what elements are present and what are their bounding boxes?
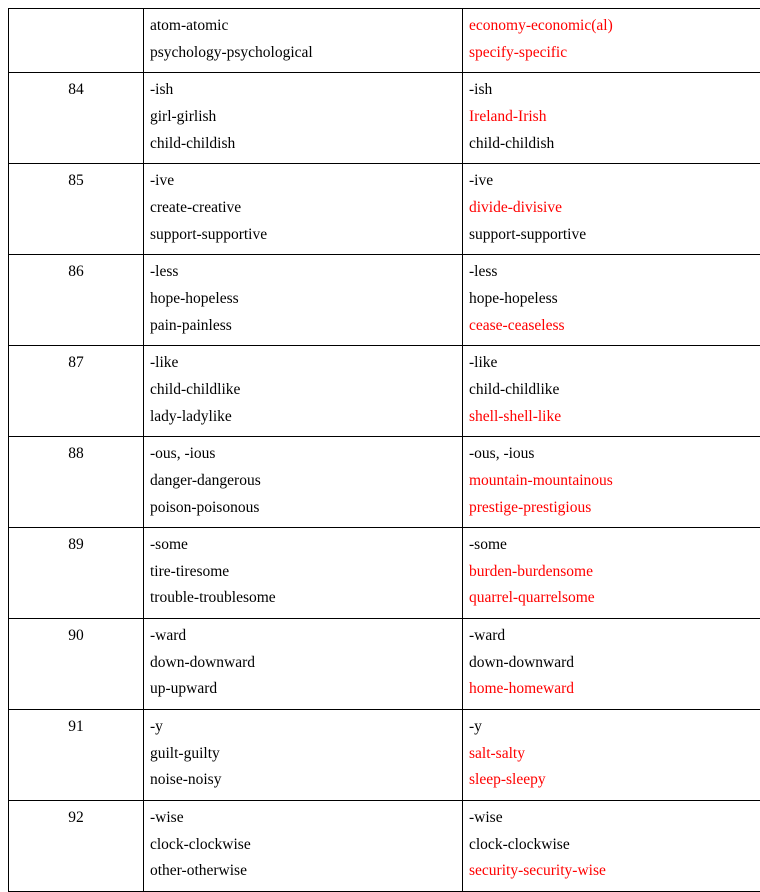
row-number-cell (9, 164, 144, 255)
examples-cell-red (463, 437, 760, 528)
example-line: -ish (150, 77, 456, 104)
example-line: up-upward (150, 676, 456, 703)
example-line: burden-burdensome (469, 559, 760, 586)
example-line: prestige-prestigious (469, 495, 760, 522)
row-number-cell (9, 255, 144, 346)
table-row (9, 255, 760, 346)
examples-cell-black (144, 619, 463, 710)
example-line: -ive (469, 168, 760, 195)
examples-cell-black (144, 255, 463, 346)
row-number-cell (9, 710, 144, 801)
example-line: -wise (469, 805, 760, 832)
examples-cell-red (463, 528, 760, 619)
example-line: salt-salty (469, 741, 760, 768)
example-line: -ward (469, 623, 760, 650)
table-row (9, 619, 760, 710)
examples-cell-red (463, 73, 760, 164)
example-line: -less (469, 259, 760, 286)
row-number-cell (9, 346, 144, 437)
table-row (9, 528, 760, 619)
example-line: hope-hopeless (150, 286, 456, 313)
examples-cell-black (144, 528, 463, 619)
example-line: quarrel-quarrelsome (469, 585, 760, 612)
row-number: 88 (68, 441, 84, 468)
example-line: trouble-troublesome (150, 585, 456, 612)
examples-cell-black (144, 437, 463, 528)
example-line: child-childlike (150, 377, 456, 404)
row-number-cell (9, 73, 144, 164)
example-line: Ireland-Irish (469, 104, 760, 131)
example-line: -ish (469, 77, 760, 104)
row-number-cell (9, 619, 144, 710)
examples-cell-red (463, 9, 760, 73)
example-line: support-supportive (150, 222, 456, 249)
table-body (9, 9, 760, 892)
example-line: clock-clockwise (469, 832, 760, 859)
example-line: specify-specific (469, 40, 760, 67)
example-line: other-otherwise (150, 858, 456, 885)
example-line: -ward (150, 623, 456, 650)
example-line: down-downward (469, 650, 760, 677)
example-line: sleep-sleepy (469, 767, 760, 794)
example-line: economy-economic(al) (469, 13, 760, 40)
examples-cell-red (463, 801, 760, 892)
example-line: -like (150, 350, 456, 377)
table-row (9, 710, 760, 801)
example-line: -wise (150, 805, 456, 832)
examples-cell-red (463, 710, 760, 801)
example-line: danger-dangerous (150, 468, 456, 495)
example-line: -y (469, 714, 760, 741)
examples-cell-black (144, 801, 463, 892)
table-row (9, 801, 760, 892)
example-line: -ous, -ious (150, 441, 456, 468)
example-line: pain-painless (150, 313, 456, 340)
example-line: psychology-psychological (150, 40, 456, 67)
example-line: mountain-mountainous (469, 468, 760, 495)
example-line: noise-noisy (150, 767, 456, 794)
examples-cell-black (144, 9, 463, 73)
example-line: atom-atomic (150, 13, 456, 40)
row-number: 90 (68, 623, 84, 650)
row-number: 87 (68, 350, 84, 377)
example-line: clock-clockwise (150, 832, 456, 859)
row-number: 85 (68, 168, 84, 195)
examples-cell-black (144, 164, 463, 255)
examples-cell-black (144, 73, 463, 164)
examples-cell-black (144, 710, 463, 801)
example-line: shell-shell-like (469, 404, 760, 431)
row-number-cell (9, 801, 144, 892)
example-line: -less (150, 259, 456, 286)
example-line: create-creative (150, 195, 456, 222)
table-row (9, 346, 760, 437)
examples-cell-red (463, 346, 760, 437)
example-line: lady-ladylike (150, 404, 456, 431)
row-number: 84 (68, 77, 84, 104)
example-line: home-homeward (469, 676, 760, 703)
example-line: -y (150, 714, 456, 741)
suffix-examples-table (8, 8, 760, 892)
table-row (9, 9, 760, 73)
example-line: support-supportive (469, 222, 760, 249)
example-line: child-childish (469, 131, 760, 158)
table-row (9, 437, 760, 528)
row-number-cell (9, 437, 144, 528)
example-line: child-childish (150, 131, 456, 158)
row-number: 91 (68, 714, 84, 741)
table-row (9, 73, 760, 164)
example-line: -some (469, 532, 760, 559)
row-number: 89 (68, 532, 84, 559)
example-line: security-security-wise (469, 858, 760, 885)
example-line: poison-poisonous (150, 495, 456, 522)
row-number: 92 (68, 805, 84, 832)
example-line: hope-hopeless (469, 286, 760, 313)
example-line: child-childlike (469, 377, 760, 404)
example-line: -some (150, 532, 456, 559)
example-line: cease-ceaseless (469, 313, 760, 340)
example-line: -like (469, 350, 760, 377)
row-number-cell (9, 528, 144, 619)
examples-cell-red (463, 619, 760, 710)
example-line: -ous, -ious (469, 441, 760, 468)
example-line: -ive (150, 168, 456, 195)
example-line: guilt-guilty (150, 741, 456, 768)
example-line: tire-tiresome (150, 559, 456, 586)
table-row (9, 164, 760, 255)
example-line: girl-girlish (150, 104, 456, 131)
example-line: divide-divisive (469, 195, 760, 222)
row-number-cell (9, 9, 144, 73)
examples-cell-red (463, 255, 760, 346)
examples-cell-red (463, 164, 760, 255)
example-line: down-downward (150, 650, 456, 677)
row-number: 86 (68, 259, 84, 286)
examples-cell-black (144, 346, 463, 437)
